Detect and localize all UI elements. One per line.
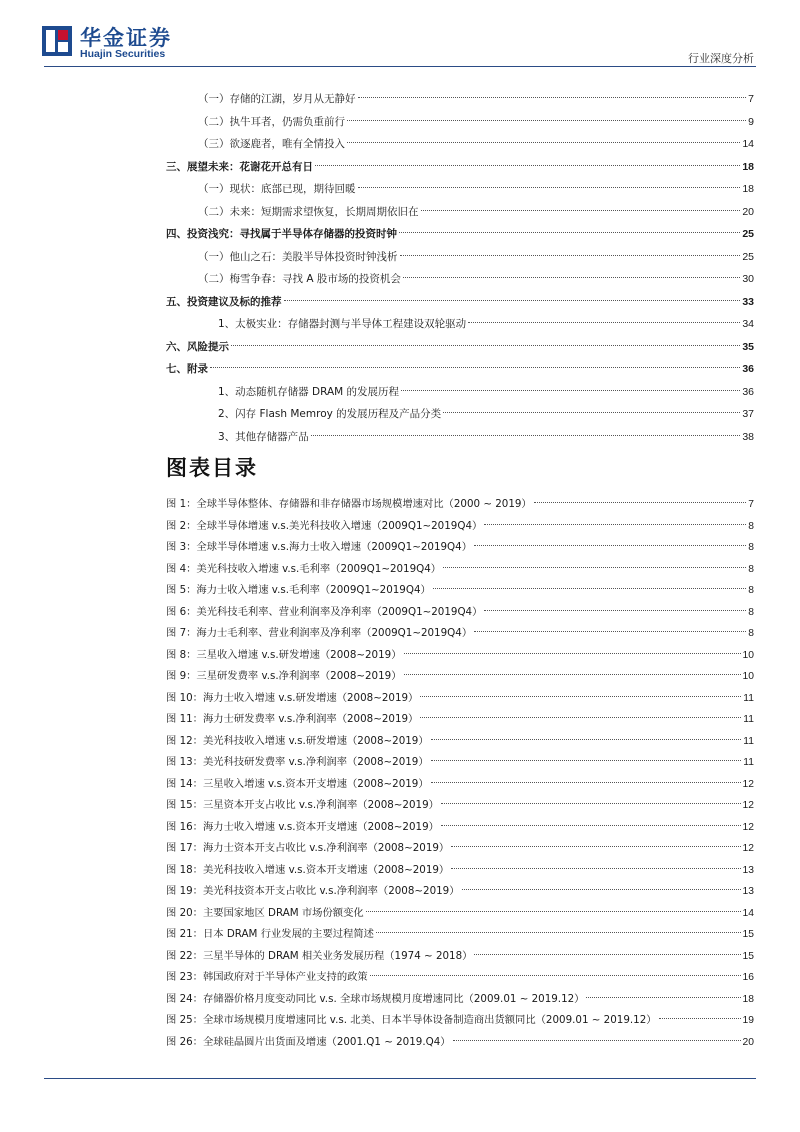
toc-entry-page-number: 25 xyxy=(742,228,754,240)
dot-leader xyxy=(586,997,740,998)
figure-entry-label: 图 6：美光科技毛利率、营业利润率及净利率（2009Q1~2019Q4） xyxy=(166,605,483,618)
toc-entry-page-number: 37 xyxy=(742,408,754,420)
figure-entry-page-number: 10 xyxy=(742,671,754,682)
figure-entry-page-number: 8 xyxy=(748,520,754,532)
figure-entry-label: 图 21：日本 DRAM 行业发展的主要过程简述 xyxy=(166,928,374,940)
figure-entry-page-number: 8 xyxy=(748,563,754,575)
toc-entry-page-number: 38 xyxy=(742,430,754,443)
figure-entry-label: 图 2：全球半导体增速 v.s.美光科技收入增速（2009Q1~2019Q4） xyxy=(166,519,483,532)
dot-leader xyxy=(358,187,741,188)
dot-leader xyxy=(474,954,740,955)
toc-entry[interactable] xyxy=(166,291,754,314)
toc-entry-label: （三）欲逐鹿者，唯有全情投入 xyxy=(198,138,345,150)
dot-leader xyxy=(347,142,740,143)
toc-entry-label: 1、动态随机存储器 DRAM 的发展历程 xyxy=(218,385,400,398)
figure-entry[interactable] xyxy=(166,860,754,882)
toc-entry-page-number: 34 xyxy=(742,318,754,330)
figure-entry-page-number: 15 xyxy=(742,950,754,962)
toc-entry-label: 3、其他存储器产品 xyxy=(218,430,309,443)
figure-entry-page-number: 16 xyxy=(742,972,754,983)
dot-leader xyxy=(358,97,747,98)
figure-entry-label: 图 25：全球市场规模月度增速同比 v.s. 北美、日本半导体设备制造商出货额同比（2009.01 ~ 2019.12） xyxy=(166,1014,657,1026)
figure-entry-label: 图 10：海力士收入增速 v.s.研发增速（2008~2019） xyxy=(166,691,419,704)
figure-entry[interactable] xyxy=(166,774,754,796)
dot-leader xyxy=(376,932,741,933)
dot-leader xyxy=(443,567,746,568)
figure-entry[interactable] xyxy=(166,580,754,602)
toc-entry[interactable] xyxy=(166,246,754,269)
figure-entry-label: 图 12：美光科技收入增速 v.s.研发增速（2008~2019） xyxy=(166,734,429,747)
figure-entry-label: 图 22：三星半导体的 DRAM 相关业务发展历程（1974 ~ 2018） xyxy=(166,949,473,962)
dot-leader xyxy=(404,674,741,675)
document-type: 行业深度分析 xyxy=(688,52,754,65)
dot-leader xyxy=(468,322,740,323)
figure-entry[interactable] xyxy=(166,688,754,710)
figure-entry[interactable] xyxy=(166,516,754,538)
footer-divider xyxy=(44,1078,756,1079)
toc-entry[interactable] xyxy=(166,111,754,134)
figure-entry-page-number: 20 xyxy=(742,1036,754,1048)
toc-entry-page-number: 33 xyxy=(742,295,754,308)
figure-entry-page-number: 15 xyxy=(742,929,754,940)
figure-entry-page-number: 13 xyxy=(742,864,754,876)
toc-entry-page-number: 14 xyxy=(742,138,754,150)
dot-leader xyxy=(403,277,740,278)
figure-entry-label: 图 4：美光科技收入增速 v.s.毛利率（2009Q1~2019Q4） xyxy=(166,562,442,575)
toc-entry[interactable] xyxy=(166,426,754,449)
dot-leader xyxy=(420,696,741,697)
toc-entry-label: 五、投资建议及标的推荐 xyxy=(166,295,282,308)
dot-leader xyxy=(441,803,741,804)
figure-entry-page-number: 19 xyxy=(742,1015,754,1026)
toc-entry-label: 四、投资浅究：寻找属于半导体存储器的投资时钟 xyxy=(166,228,397,240)
dot-leader xyxy=(484,524,746,525)
figure-entry-page-number: 8 xyxy=(748,628,754,639)
dot-leader xyxy=(534,502,747,503)
figure-entry-label: 图 23：韩国政府对于半导体产业支持的政策 xyxy=(166,971,368,983)
figure-entry-label: 图 14：三星收入增速 v.s.资本开支增速（2008~2019） xyxy=(166,777,429,790)
toc-entry-page-number: 35 xyxy=(742,340,754,353)
toc-entry-page-number: 36 xyxy=(742,363,754,375)
figure-entry-page-number: 7 xyxy=(748,499,754,510)
figure-entry[interactable] xyxy=(166,989,754,1011)
toc-entry-page-number: 30 xyxy=(742,273,754,285)
figures-index xyxy=(166,494,754,1053)
figure-entry-label: 图 19：美光科技资本开支占收比 v.s.净利润率（2008~2019） xyxy=(166,885,460,897)
dot-leader xyxy=(421,210,741,211)
figure-entry[interactable] xyxy=(166,795,754,817)
figure-entry-page-number: 11 xyxy=(743,757,754,768)
figure-entry-label: 图 18：美光科技收入增速 v.s.资本开支增速（2008~2019） xyxy=(166,863,450,876)
dot-leader xyxy=(451,846,740,847)
figure-entry-label: 图 13：美光科技研发费率 v.s.净利润率（2008~2019） xyxy=(166,756,429,768)
figure-entry-label: 图 7：海力士毛利率、营业利润率及净利率（2009Q1~2019Q4） xyxy=(166,627,473,639)
huajin-logo-icon xyxy=(42,26,72,56)
toc-entry[interactable] xyxy=(166,88,754,111)
toc-entry-label: （二）执牛耳者，仍需负重前行 xyxy=(198,115,345,128)
figures-index-title: 图表目录 xyxy=(166,456,258,480)
dot-leader xyxy=(474,545,746,546)
toc-entry-label: 六、风险提示 xyxy=(166,340,229,353)
figure-entry[interactable] xyxy=(166,494,754,516)
figure-entry-label: 图 11：海力士研发费率 v.s.净利润率（2008~2019） xyxy=(166,713,419,725)
figure-entry-page-number: 10 xyxy=(742,649,754,661)
dot-leader xyxy=(370,975,741,976)
toc-entry-label: 三、展望未来：花谢花开总有日 xyxy=(166,160,313,173)
dot-leader xyxy=(462,889,741,890)
figure-entry[interactable] xyxy=(166,1032,754,1054)
toc-entry[interactable] xyxy=(166,156,754,179)
figure-entry-page-number: 12 xyxy=(742,821,754,833)
logo-chinese-name: 华金证券 xyxy=(80,26,172,50)
figure-entry[interactable] xyxy=(166,752,754,774)
figure-entry[interactable] xyxy=(166,709,754,731)
figure-entry[interactable] xyxy=(166,537,754,559)
figure-entry-label: 图 3：全球半导体增速 v.s.海力士收入增速（2009Q1~2019Q4） xyxy=(166,541,472,553)
toc-entry[interactable] xyxy=(166,336,754,359)
figure-entry[interactable] xyxy=(166,731,754,753)
toc-entry-label: 七、附录 xyxy=(166,363,208,375)
toc-entry-page-number: 7 xyxy=(748,93,754,105)
toc-entry-page-number: 18 xyxy=(742,183,754,195)
toc-entry[interactable] xyxy=(166,268,754,291)
figure-entry-page-number: 12 xyxy=(742,800,754,811)
figure-entry[interactable] xyxy=(166,817,754,839)
toc-entry-page-number: 20 xyxy=(742,205,754,218)
figure-entry[interactable] xyxy=(166,838,754,860)
figure-entry-page-number: 14 xyxy=(742,907,754,919)
dot-leader xyxy=(451,868,740,869)
dot-leader xyxy=(443,412,740,413)
figure-entry-page-number: 11 xyxy=(743,714,754,725)
toc-entry[interactable] xyxy=(166,358,754,381)
dot-leader xyxy=(420,717,741,718)
figure-entry-label: 图 26：全球硅晶圆片出货面及增速（2001.Q1 ~ 2019.Q4） xyxy=(166,1035,451,1048)
figure-entry-label: 图 1：全球半导体整体、存储器和非存储器市场规模增速对比（2000 ~ 2019） xyxy=(166,498,532,510)
figure-entry[interactable] xyxy=(166,623,754,645)
dot-leader xyxy=(347,120,746,121)
toc-entry[interactable] xyxy=(166,313,754,336)
dot-leader xyxy=(366,911,741,912)
logo-english-name: Huajin Securities xyxy=(80,48,166,60)
figure-entry[interactable] xyxy=(166,967,754,989)
figure-entry[interactable] xyxy=(166,946,754,968)
toc-entry[interactable] xyxy=(166,223,754,246)
figure-entry-label: 图 24：存储器价格月度变动同比 v.s. 全球市场规模月度增速同比（2009.01 ~ 2019.12） xyxy=(166,992,585,1005)
figure-entry-page-number: 13 xyxy=(742,886,754,897)
toc-entry-page-number: 36 xyxy=(742,385,754,398)
figure-entry-page-number: 12 xyxy=(742,778,754,790)
toc-entry[interactable] xyxy=(166,178,754,201)
figure-entry-label: 图 15：三星资本开支占收比 v.s.净利润率（2008~2019） xyxy=(166,799,439,811)
figure-entry[interactable] xyxy=(166,1010,754,1032)
toc-entry-label: 2、闪存 Flash Memroy 的发展历程及产品分类 xyxy=(218,408,442,420)
toc-entry-page-number: 18 xyxy=(742,160,754,173)
dot-leader xyxy=(401,390,740,391)
figure-entry[interactable] xyxy=(166,666,754,688)
dot-leader xyxy=(453,1040,741,1041)
dot-leader xyxy=(431,782,741,783)
figure-entry-page-number: 8 xyxy=(748,542,754,553)
dot-leader xyxy=(431,760,742,761)
toc-entry-label: （二）梅雪争春：寻找 A 股市场的投资机会 xyxy=(198,273,401,285)
figure-entry-label: 图 8：三星收入增速 v.s.研发增速（2008~2019） xyxy=(166,648,402,661)
toc-entry[interactable] xyxy=(166,133,754,156)
toc-entry-label: （一）存储的江湖，岁月从无静好 xyxy=(198,93,356,105)
toc-entry-page-number: 25 xyxy=(742,250,754,263)
figure-entry-label: 图 20：主要国家地区 DRAM 市场份额变化 xyxy=(166,906,364,919)
dot-leader xyxy=(484,610,746,611)
toc-entry[interactable] xyxy=(166,381,754,404)
header-divider xyxy=(44,66,756,67)
toc-entry-label: （一）他山之石：美股半导体投资时钟浅析 xyxy=(198,250,398,263)
toc-entry-label: （一）现状：底部已现，期待回暖 xyxy=(198,183,356,195)
dot-leader xyxy=(441,825,741,826)
figure-entry[interactable] xyxy=(166,924,754,946)
figure-entry-page-number: 11 xyxy=(743,692,754,704)
dot-leader xyxy=(231,345,740,346)
toc-entry[interactable] xyxy=(166,403,754,426)
page-header xyxy=(0,0,800,80)
dot-leader xyxy=(659,1018,741,1019)
figure-entry-label: 图 16：海力士收入增速 v.s.资本开支增速（2008~2019） xyxy=(166,820,439,833)
figure-entry-page-number: 8 xyxy=(748,606,754,618)
figure-entry-label: 图 5：海力士收入增速 v.s.毛利率（2009Q1~2019Q4） xyxy=(166,584,431,596)
toc-entry-label: 1、太极实业：存储器封测与半导体工程建设双轮驱动 xyxy=(218,318,467,330)
dot-leader xyxy=(431,739,742,740)
toc-entry-label: （二）未来：短期需求望恢复，长期周期依旧在 xyxy=(198,205,419,218)
dot-leader xyxy=(433,588,746,589)
figure-entry-page-number: 12 xyxy=(742,843,754,854)
dot-leader xyxy=(399,232,740,233)
dot-leader xyxy=(315,165,740,166)
table-of-contents xyxy=(166,88,754,448)
dot-leader xyxy=(474,631,746,632)
figure-entry[interactable] xyxy=(166,602,754,624)
dot-leader xyxy=(404,653,741,654)
toc-entry[interactable] xyxy=(166,201,754,224)
dot-leader xyxy=(210,367,740,368)
dot-leader xyxy=(311,435,741,436)
dot-leader xyxy=(284,300,741,301)
figure-entry[interactable] xyxy=(166,903,754,925)
figure-entry[interactable] xyxy=(166,645,754,667)
figure-entry-label: 图 9：三星研发费率 v.s.净利润率（2008~2019） xyxy=(166,670,402,682)
figure-entry-page-number: 18 xyxy=(742,993,754,1005)
figure-entry-page-number: 11 xyxy=(743,735,754,747)
figure-entry-page-number: 8 xyxy=(748,585,754,596)
figure-entry-label: 图 17：海力士资本开支占收比 v.s.净利润率（2008~2019） xyxy=(166,842,450,854)
toc-entry-page-number: 9 xyxy=(748,115,754,128)
figure-entry[interactable] xyxy=(166,559,754,581)
figure-entry[interactable] xyxy=(166,881,754,903)
dot-leader xyxy=(400,255,741,256)
